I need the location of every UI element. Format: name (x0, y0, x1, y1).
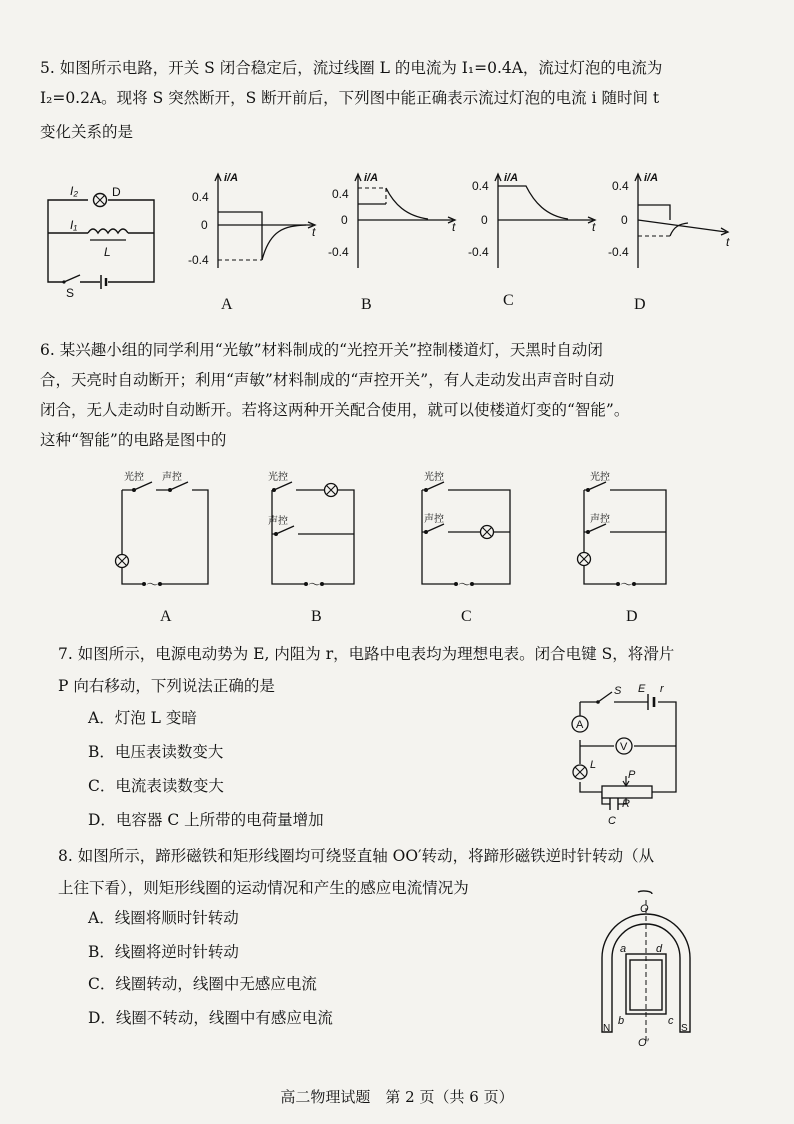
q5-text-line2: I₂=0.2A。现将 S 突然断开，S 断开前后，下列图中能正确表示流过灯泡的电流 i 随时间 t (40, 89, 660, 107)
q8-text-line1: 8. 如图所示，蹄形磁铁和矩形线圈均可绕竖直轴 OO′转动，将蹄形磁铁逆时针转动（从 (58, 847, 655, 865)
q5-graph-d-tick-pos: 0.4 (612, 179, 629, 193)
q6-d-light-label: 光控 (590, 472, 610, 483)
q6-caption-c: C (461, 608, 472, 625)
q6-circuit-d (574, 470, 684, 600)
q5-graph-c-tick-zero: 0 (481, 213, 488, 227)
q6-a-ac: ～ (146, 577, 160, 592)
q7-option-b: B．电压表读数变大 (88, 743, 224, 761)
q5-label-d: D (112, 185, 121, 199)
q5-graph-c-xlabel: t (592, 220, 596, 234)
q7-label-p: P (628, 769, 636, 781)
q8-label-n: N (603, 1023, 611, 1034)
q6-a-sound-label: 声控 (162, 472, 182, 483)
q5-graph-a-tick-zero: 0 (201, 218, 208, 232)
q6-text-line4: 这种“智能”的电路是图中的 (40, 431, 227, 449)
q7-label-c: C (608, 815, 616, 827)
q7-label-v: V (620, 741, 628, 753)
q5-text-line1: 5. 如图所示电路，开关 S 闭合稳定后，流过线圈 L 的电流为 I₁=0.4A，流过灯泡的电流为 (40, 59, 663, 77)
q7-label-rr: R (622, 798, 630, 810)
q5-graph-d-xlabel: t (726, 235, 730, 249)
q8-label-c: c (668, 1015, 674, 1027)
q8-label-o2: O′ (638, 1037, 649, 1049)
q8-text-line2: 上往下看），则矩形线圈的运动情况和产生的感应电流情况为 (58, 879, 469, 897)
page-footer: 高二物理试题 第 2 页（共 6 页） (280, 1088, 514, 1106)
q7-label-r: r (660, 683, 664, 695)
q6-circuit-b (262, 470, 372, 600)
q6-caption-d: D (626, 608, 638, 625)
q7-circuit-diagram (562, 680, 682, 830)
q7-option-d: D．电容器 C 上所带的电荷量增加 (88, 811, 324, 829)
q5-graph-d-tick-neg: -0.4 (608, 245, 629, 259)
q6-text-line1: 6. 某兴趣小组的同学利用“光敏”材料制成的“光控开关”控制楼道灯，天黑时自动闭 (40, 341, 603, 359)
q5-graph-a-ylabel: i/A (224, 172, 239, 184)
q5-label-s: S (66, 286, 75, 300)
q7-text-line2: P 向右移动，下列说法正确的是 (58, 677, 275, 695)
q5-graph-a-tick-pos: 0.4 (192, 190, 209, 204)
q6-b-light-label: 光控 (268, 472, 288, 483)
q7-option-a: A．灯泡 L 变暗 (88, 709, 197, 727)
q5-graph-c-tick-neg: -0.4 (468, 245, 489, 259)
q5-caption-a: A (221, 296, 233, 313)
q5-graph-a (188, 168, 328, 278)
q5-graph-a-xlabel: t (312, 225, 316, 239)
q5-circuit-diagram (40, 178, 160, 298)
q6-text-line2: 合，天亮时自动断开；利用“声敏”材料制成的“声控开关”，有人走动发出声音时自动 (40, 371, 615, 389)
q6-text-line3: 闭合，无人走动时自动断开。若将这两种开关配合使用，就可以使楼道灯变的“智能”。 (40, 401, 630, 419)
q7-label-a: A (576, 719, 584, 731)
q5-graph-b-ylabel: i/A (364, 172, 379, 184)
q5-graph-b-xlabel: t (452, 220, 456, 234)
q8-label-a: a (620, 943, 627, 955)
q7-label-s: S (614, 685, 622, 697)
q5-graph-b-tick-pos: 0.4 (332, 187, 349, 201)
q8-magnet-diagram (596, 892, 696, 1052)
q5-graph-c-tick-pos: 0.4 (472, 179, 489, 193)
q8-label-s: S (681, 1023, 688, 1034)
q8-label-d: d (656, 943, 663, 955)
q8-option-a: A．线圈将顺时针转动 (88, 909, 239, 927)
q5-graph-c (468, 168, 608, 278)
q5-caption-b: B (361, 296, 372, 313)
q6-d-sound-label: 声控 (590, 514, 610, 525)
q5-graph-a-tick-neg: -0.4 (188, 253, 209, 267)
q6-caption-a: A (160, 608, 172, 625)
q6-a-light-label: 光控 (124, 472, 144, 483)
q8-label-o: O (640, 903, 649, 915)
q7-label-l: L (590, 759, 597, 771)
q8-option-d: D．线圈不转动，线圈中有感应电流 (88, 1009, 333, 1027)
q6-c-sound-label: 声控 (424, 514, 444, 525)
q5-graph-c-ylabel: i/A (504, 172, 519, 184)
q5-graph-d (608, 168, 748, 278)
q5-graph-b (328, 168, 468, 278)
q6-circuit-c (412, 470, 522, 600)
q7-text-line1: 7. 如图所示，电源电动势为 E, 内阻为 r，电路中电表均为理想电表。闭合电键 S，将滑片 (58, 645, 675, 663)
q6-circuit-a (112, 470, 222, 600)
q5-caption-c: C (503, 292, 514, 309)
q7-label-e: E (638, 683, 646, 695)
q5-text-line3: 变化关系的是 (40, 123, 134, 141)
q6-b-sound-label: 声控 (268, 516, 288, 527)
q6-d-ac: ～ (620, 577, 634, 592)
q5-caption-d: D (634, 296, 646, 313)
q5-graph-b-tick-zero: 0 (341, 213, 348, 227)
q8-option-c: C．线圈转动，线圈中无感应电流 (88, 975, 317, 993)
q5-graph-d-tick-zero: 0 (621, 213, 628, 227)
q7-rheostat (602, 786, 652, 798)
q8-option-b: B．线圈将逆时针转动 (88, 943, 239, 961)
q7-option-c: C．电流表读数变大 (88, 777, 224, 795)
q8-label-b: b (618, 1015, 625, 1027)
q6-b-ac: ～ (308, 577, 322, 592)
q6-caption-b: B (311, 608, 322, 625)
q6-c-ac: ～ (458, 577, 472, 592)
q5-label-l: L (104, 245, 111, 259)
q5-label-i1: I₁ (70, 218, 78, 232)
q5-graph-b-tick-neg: -0.4 (328, 245, 349, 259)
q6-c-light-label: 光控 (424, 472, 444, 483)
q5-label-i2: I₂ (70, 184, 78, 198)
q5-graph-d-ylabel: i/A (644, 172, 659, 184)
